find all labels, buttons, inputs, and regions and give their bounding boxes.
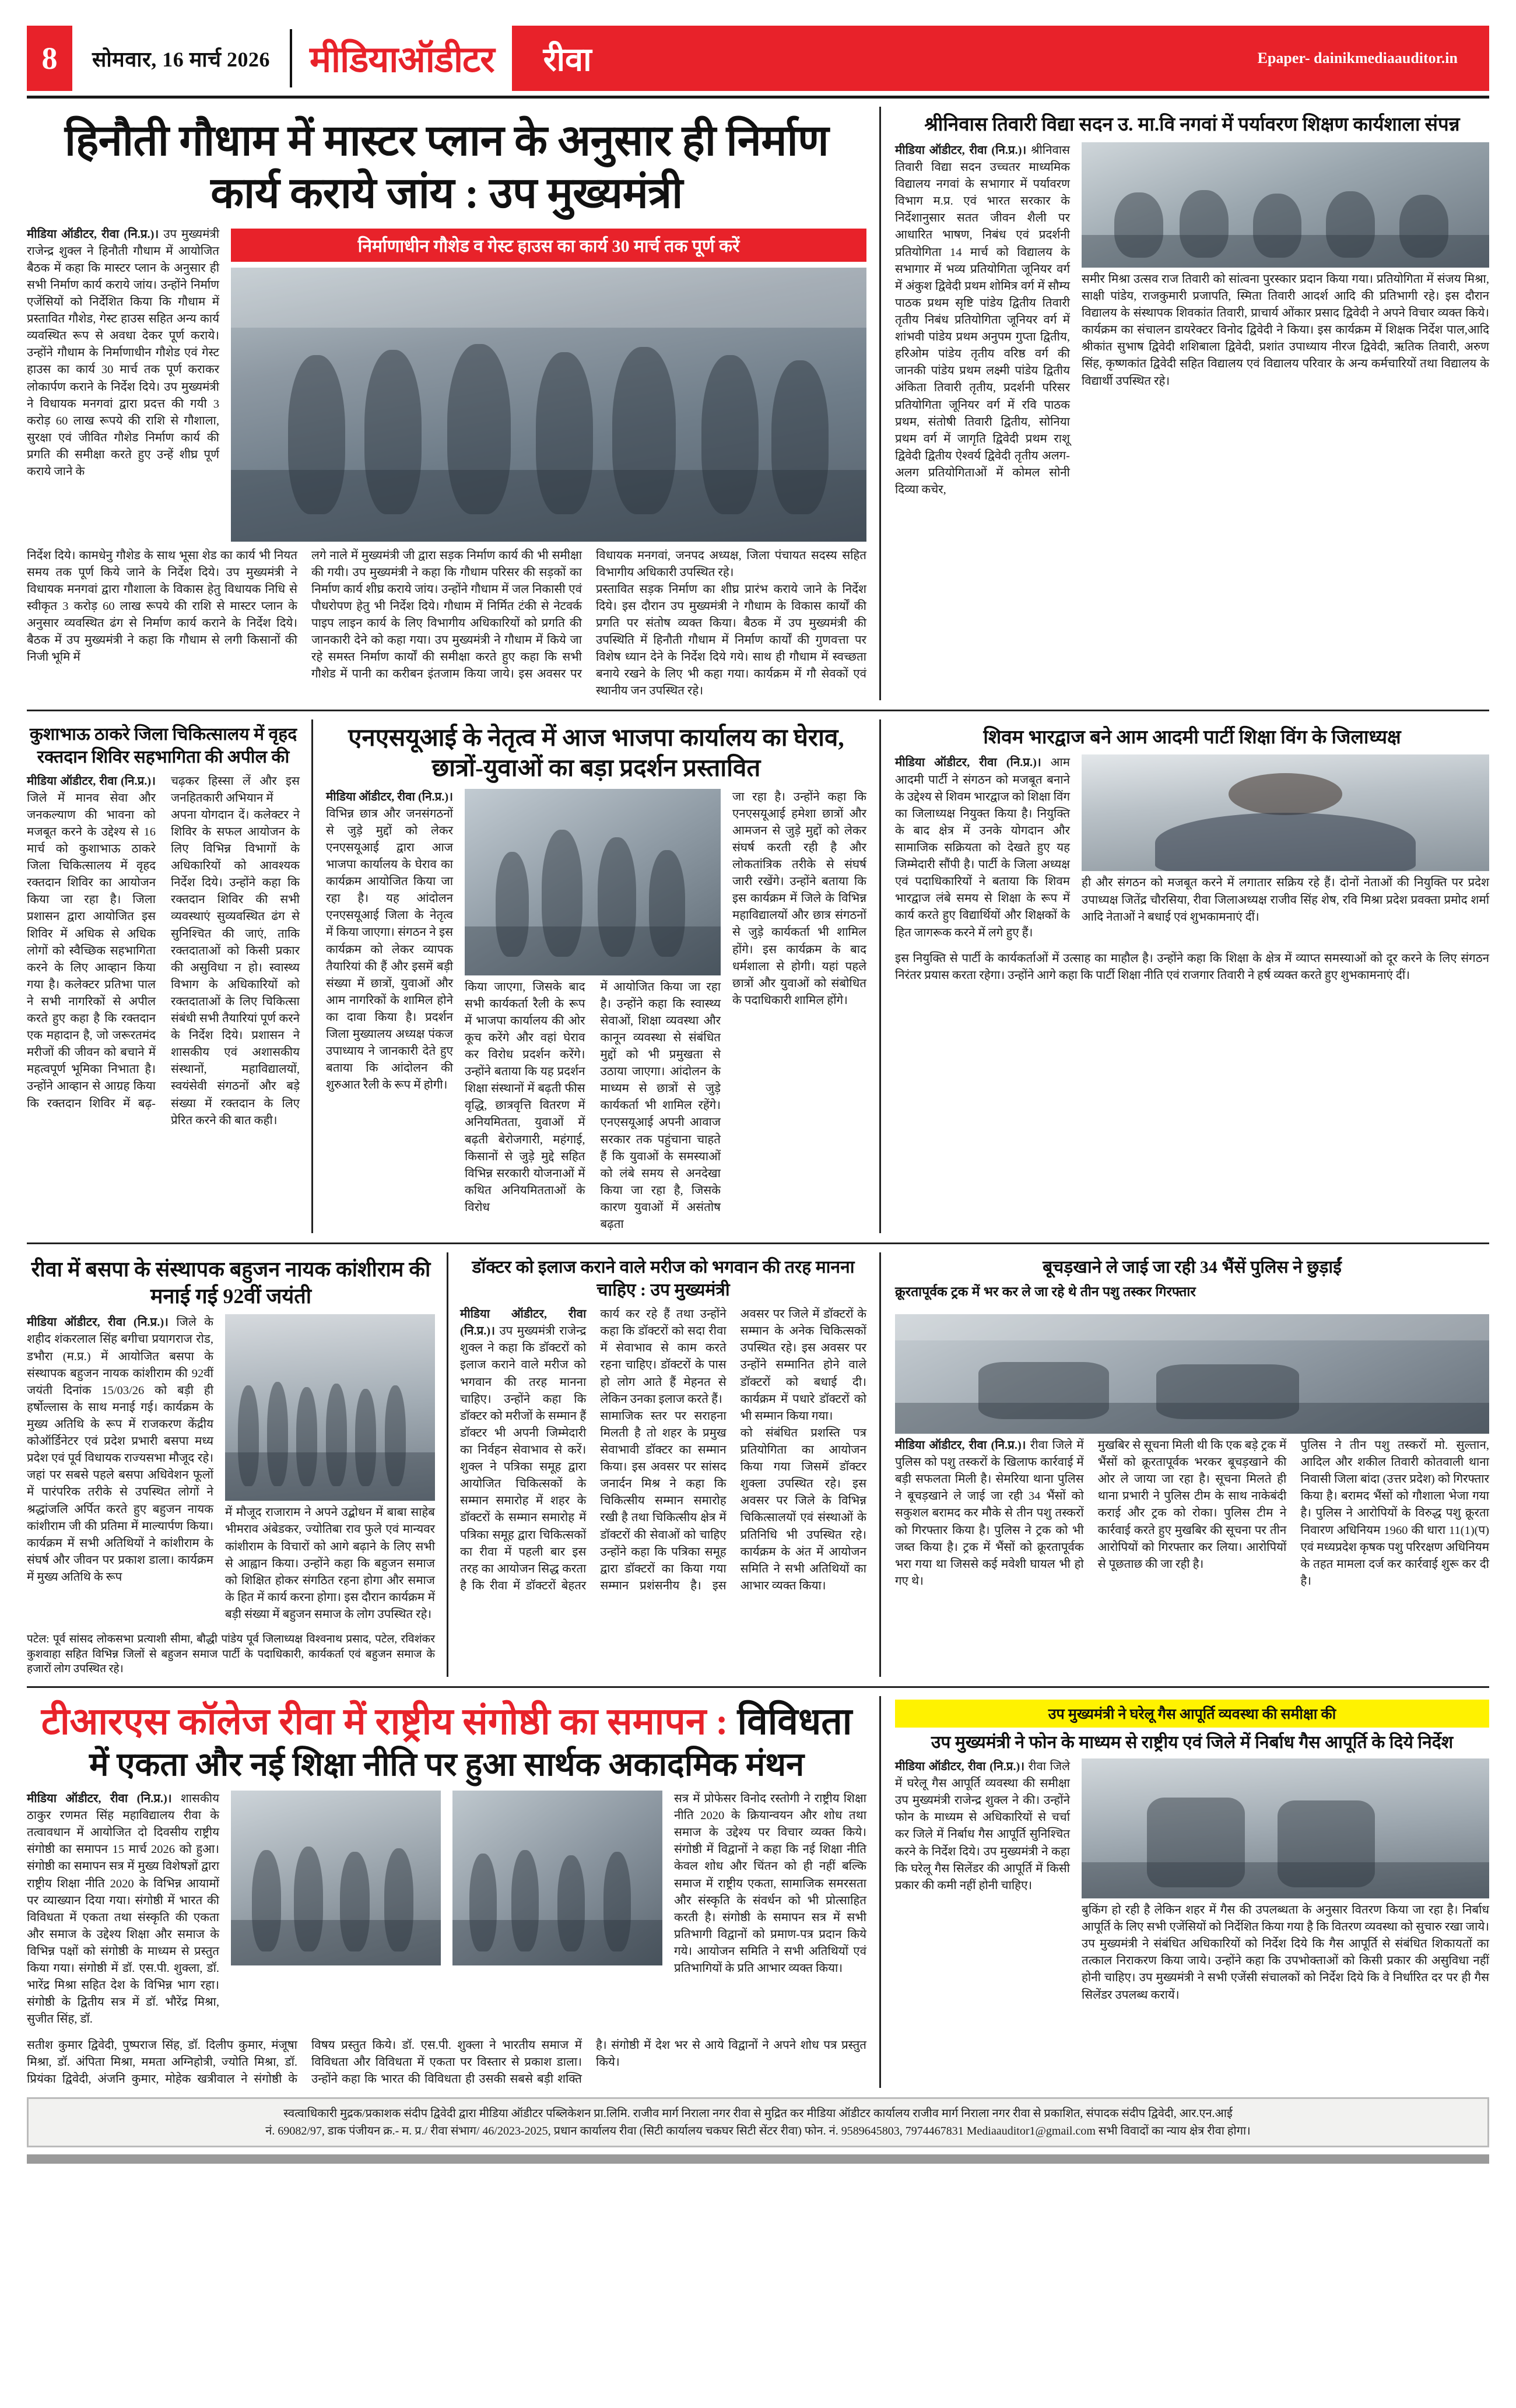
trs-headline-black: विविधता xyxy=(737,1701,852,1742)
side-top-col1-text xyxy=(895,142,1070,499)
second-block xyxy=(27,719,1489,1234)
gas-col-1 xyxy=(895,1758,1070,2009)
nsui-photo xyxy=(465,789,721,975)
bsp-upper xyxy=(27,1314,435,1628)
photo-figure xyxy=(1180,190,1229,258)
lead-upper xyxy=(27,226,866,542)
photo-figure xyxy=(557,1855,585,1951)
bsp-byline: मीडिया ऑडीटर, रीवा (नि.प्र.)। xyxy=(27,1316,169,1329)
third-block-main xyxy=(27,1252,879,1677)
photo-figure xyxy=(598,837,636,957)
side-top-photo xyxy=(1082,142,1489,268)
side-top-col1-body: श्रीनिवास तिवारी विद्या सदन उच्चतर माध्यमिक विद्यालय नगवां के सभागार में पर्यावरण विभाग म.प्र. एवं भारत सरकार के निर्देशानुसार सतत जीवन शैली पर आधारित भाषण, निबंध एवं प्रदर्शनी प्रतियोगिता 14 मार्च को विद्यालय के सभागार में भव्य प्रतियोगिता जूनियर वर्ग में अंकुश द्विवेदी प्रथम शोमित्र वर्ग में सौम्य पाठक प्रथम सृष्टि पांडेय द्वितीय तिवारी तृतीय निबंध प्रतियोगिता जूनियर वर्ग में शांभवी पांडेय प्रथम अनुपम गुप्ता द्वितीय, हरिओम पांडेय तृतीय वरिष्ठ वर्ग की जानकी पांडेय प्रथम लक्ष्मी पांडेय द्वितीय अंकिता तिवारी तृतीय, प्रदर्शनी परिसर प्रतियोगिता जूनियर वर्ग में रवि पाठक प्रथम, संतोषी तिवारी द्वितीय, सोनिया प्रथम वर्ग में जागृति द्विवेदी प्रथम राशू द्विवेदी द्वितीय ऐश्वर्य द्विवेदी तृतीय अलग-अलग प्रतियोगिताओं में कोमल सोनी दिव्या कचेर, xyxy=(895,143,1071,497)
nsui-lower-cols xyxy=(465,979,721,1234)
photo-figure xyxy=(1114,192,1163,258)
nsui-upper xyxy=(326,789,866,1234)
trs-headline-red: टीआरएस कॉलेज रीवा में राष्ट्रीय संगोष्ठी का समापन : xyxy=(41,1701,728,1742)
photo-cylinder xyxy=(1147,1798,1245,1887)
edition-city: रीवा xyxy=(543,42,592,78)
lead-col3-body: लगे नाले में मुख्यमंत्री जी द्वारा सड़क निर्माण कार्य की भी समीक्षा की गयी। उप मुख्यमंत्री ने कहा कि गौधाम परिसर की सड़कों का निर्माण कार्य शीघ्र कराये जांय। उन्होंने गौधाम में जल निकासी एवं पौधरोपण हेतु भी निर्देश दिये। गौधाम में निर्मित टंकी से नेटवर्क पाइप लाइन कार्य के लिए विभागीय अधिकारियों को प्रगति की जानकारी देने को कहा गया। उप मुख्यमंत्री ने गौधाम में किये जा रहे समस्त निर्माण कार्यों की समीक्षा करते हुए कहा कि सभी गौशेड में पानी का करीबन इंतजाम किया जाये। इस अवसर पर विधायक मनगवां, जनपद अध्यक्ष, जिला पंचायत सदस्य सहित विभागीय अधिकारी उपस्थित रहे। xyxy=(311,549,866,681)
page-footer xyxy=(27,2097,1489,2147)
blood-drive-article xyxy=(27,719,300,1234)
photo-figure xyxy=(1326,191,1375,258)
trs-photo-left xyxy=(231,1791,441,1965)
trs-photo-right xyxy=(452,1791,662,1965)
gas-yellow-headline: उप मुख्यमंत्री ने घरेलू गैस आपूर्ति व्यवस्था की समीक्षा की xyxy=(895,1700,1489,1728)
photo-figure xyxy=(771,360,829,514)
portrait-head xyxy=(1229,773,1343,815)
publication-logo: मीडियाऑडीटर xyxy=(309,40,494,80)
bsp-article xyxy=(27,1252,435,1677)
fourth-block xyxy=(27,1696,1489,2088)
trs-col3-text xyxy=(674,1791,866,1977)
gas-col2-body: बुकिंग हो रही है लेकिन शहर में गैस की उपलब्धता के अनुसार वितरण किया जा रहा है। निर्बाध आपूर्ति के लिए सभी एजेंसियों को निर्देशित किया गया है कि वितरण व्यवस्था को सुचारु रखा जाये। उप मुख्यमंत्री ने संबंधित अधिकारियों को निर्देश दिये कि गैस आपूर्ति से संबंधित शिकायतों का तत्काल निराकरण किया जाये। उन्होंने कहा कि उपभोक्ताओं को किसी प्रकार की असुविधा नहीं होनी चाहिए। उप मुख्यमंत्री ने सभी एजेंसी संचालकों को निर्देश दिये कि वे निर्धारित दर पर ही गैस सिलेंडर उपलब्ध करायें। xyxy=(1082,1904,1489,2002)
section-rule-3 xyxy=(27,1686,1489,1688)
nsui-col-4 xyxy=(732,789,866,1234)
lead-col2-text xyxy=(27,547,297,666)
nsui-col4-body: जा रहा है। उन्होंने कहा कि एनएसयूआई हमेशा छात्रों और आमजन से जुड़े मुद्दों को लेकर संघर्ष करती रही है और लोकतांत्रिक तरीके से संघर्ष जारी रखेंगे। उन्होंने बताया कि इस कार्यक्रम में जिले के विभिन्न महाविद्यालयों और छात्र संगठनों से जुड़े कार्यकर्ता भी शामिल होंगे। इस कार्यक्रम के बाद धर्मशाला से होगी। यहां पहले छात्रों और युवाओं को संबोधित के पदाधिकारी शामिल होंगे। xyxy=(732,790,866,1007)
trs-photos xyxy=(231,1791,662,2034)
lead-lower-columns xyxy=(27,547,866,700)
gas-right xyxy=(1082,1758,1489,2009)
side-top-headline: श्रीनिवास तिवारी विद्या सदन उ. मा.वि नगवां में पर्यावरण शिक्षण कार्यशाला संपन्न xyxy=(924,114,1460,135)
blood-drive-columns xyxy=(27,773,300,1129)
masthead xyxy=(27,26,1489,91)
photo-figure xyxy=(340,1852,369,1951)
aap-upper xyxy=(895,754,1489,946)
third-block-row xyxy=(27,1252,866,1677)
photo-truck xyxy=(1156,1364,1299,1419)
gas-article xyxy=(879,1696,1489,2088)
aap-right xyxy=(1082,754,1489,946)
doctor-col3-body: को संबंधित प्रशस्ति पत्र प्रतियोगिता का आयोजन किया गया जिसमें डॉक्टर शुक्ला उपस्थित रहे। इस अवसर पर जिले के विभिन्न चिकित्सालयों एवं संस्थाओं के प्रतिनिधि भी उपस्थित रहे। कार्यक्रम के अंत में आयोजन समिति ने सभी अतिथियों का आभार व्यक्त किया। xyxy=(740,1426,866,1592)
lead-col4-text xyxy=(596,581,866,700)
trs-photo-row xyxy=(231,1791,662,1965)
buffalo-col1-body: रीवा जिले में पुलिस को पशु तस्करों के खिलाफ कार्रवाई में बड़ी सफलता मिली है। सेमरिया थाना पुलिस ने बूचड़खाने ले जाई जा रही 34 भैंसों को सकुशल बरामद कर मौके से तीन पशु तस्करों को गिरफ्तार किया है। पुलिस ने ट्रक को भी जब्त किया है। ट्रक में भैंसों को क्रूरतापूर्वक भरा गया था जिससे कई मवेशी घायल भी हो गए थे। xyxy=(895,1439,1084,1588)
second-block-heads xyxy=(27,719,866,1234)
bsp-col-1 xyxy=(27,1314,213,1628)
aap-col3-text xyxy=(895,950,1489,984)
portrait-torso xyxy=(1155,813,1416,871)
photo-figure xyxy=(252,1850,281,1951)
newspaper-page xyxy=(0,26,1516,2408)
trs-col1-body: शासकीय ठाकुर रणमत सिंह महाविद्यालय रीवा के तत्वावधान में आयोजित दो दिवसीय राष्ट्रीय संगोष्ठी का समापन 15 मार्च 2026 को हुआ। संगोष्ठी का समापन सत्र में मुख्य विशेषज्ञों द्वारा राष्ट्रीय शिक्षा नीति 2020 के विभिन्न आयामों पर व्याख्यान दिया गया। संगोष्ठी में भारत की विविधता में एकता तथा संस्कृति की एकता और समाज के उद्देश्य शिक्षा और समाज के विभिन्न पक्षों को संगोष्ठी के माध्यम से प्रस्तुत किया गया। संगोष्ठी में डॉ. एस.पी. शुक्ला, डॉ. भारेंद्र मिश्रा सहित देश के विभिन्न भाग रहा। संगोष्ठी के द्वितीय सत्र में डॉ. भौरेंद्र मिश्रा, सुजीत सिंह, डॉ. xyxy=(27,1792,219,2026)
dateline: सोमवार, 16 मार्च 2026 xyxy=(92,47,270,71)
photo-figure xyxy=(649,850,685,956)
trs-col2-body: सतीश कुमार द्विवेदी, पुष्पराज सिंह, डॉ. दिलीप कुमार, मंजूषा मिश्रा, डॉ. अंपिता मिश्रा, ममता अग्निहोत्री, ज्योति मिश्रा, डॉ. प्रियंका द्विवेदी, अंजनि कुमार, मोहेक खत्रीवाल ने संगोष्ठी के विषय प्रस्तुत किये। डॉ. एस.पी. शुक्ला ने भारतीय समाज में विविधता और विविधता में एकता पर विस्तार से प्रकाश डाला। उन्होंने कहा कि भारत की विविधता ही उसकी सबसे बड़ी शक्ति है। संगोष्ठी में देश भर से आये विद्वानों ने अपने शोध पत्र प्रस्तुत किये। xyxy=(27,2038,866,2086)
nsui-col2-body: किया जाएगा, जिसके बाद सभी कार्यकर्ता रैली के रूप में भाजपा कार्यालय की ओर कूच करेंगे और वहां घेराव कर विरोध प्रदर्शन करेंगे। उन्होंने बताया कि यह प्रदर्शन शिक्षा संस्थानों में बढ़ती फीस वृद्धि, छात्रवृत्ति वितरण में अनियमितता, युवाओं में बढ़ती बेरोजगारी, महंगाई, किसानों से जुड़े मुद्दे सहित विभिन्न सरकारी योजनाओं में कथित अनियमितताओं के विरोध xyxy=(465,980,585,1214)
photo-figure xyxy=(355,1389,376,1486)
aap-headline: शिवम भारद्वाज बने आम आदमी पार्टी शिक्षा विंग के जिलाध्यक्ष xyxy=(983,726,1401,748)
blood-drive-headline: कुशाभाऊ ठाकरे जिला चिकित्सालय में वृहद रक्तदान शिविर सहभागिता की अपील की xyxy=(29,724,297,767)
lead-photo xyxy=(231,268,866,542)
trs-col1-text xyxy=(27,1791,219,2028)
bsp-col1-body: जिले के शहीद शंकरलाल सिंह बगीचा प्रयागराज रोड, डभौरा (म.प्र.) में आयोजित बसपा के संस्थापक बहुजन नायक कांशीराम की 92वीं जयंती दिनांक 15/03/26 को बड़ी ही हर्षोल्लास के साथ मनाई गई। कार्यक्रम के मुख्य अतिथि के रूप में राजकरण केंद्रीय कोऑर्डिनेटर एवं प्रदेश प्रभारी बसपा मध्य प्रदेश एवं पूर्व विधायक राज्यसभा मौजूद रहे। जहां पर सबसे पहले बसपा अधिवेशन फूलों में पारंपरिक तरीके से उपस्थित लोगों ने श्रद्धांजलि अर्पित करते हुए बहुजन नायक कांशीराम जी की प्रतिमा में माल्यार्पण किया। कार्यक्रम में सभी अतिथियों ने कांशीराम के संघर्ष और जीवन पर प्रकाश डाला। कार्यक्रम में मुख्य अतिथि के रूप xyxy=(27,1316,213,1584)
aap-col2-body: ही और संगठन को मजबूत करने में लगातार सक्रिय रहे हैं। दोनों नेताओं की नियुक्ति पर प्रदेश उपाध्यक्ष जितेंद्र चौरसिया, रीवा जिलाअध्यक्ष राजीव सिंह शेष, रवि मिश्रा प्रदेश प्रवक्ता प्रमोद शर्मा आदि नेताओं ने बधाई एवं शुभकामनाएं दीं। xyxy=(1082,876,1489,924)
blood-col1-body: जिले में मानव सेवा और जनकल्याण की भावना को मजबूत करने के उद्देश्य से 16 मार्च को कुशाभाऊ ठाकरे जिला चिकित्सालय में वृहद रक्तदान शिविर का आयोजन किया जा रहा है। जिला प्रशासन द्वारा आयोजित इस शिविर में अधिक से अधिक लोगों को स्वैच्छिक सहभागिता करने के लिए आव्हान किया गया है। कलेक्टर प्रतिभा पाल ने सभी नागरिकों से अपील करते हुए कहा है कि रक्तदान एक महादान है, जो जरूरतमंद मरीजों की जीवन को बचाने में महत्वपूर्ण भूमिका निभाता है। उन्होंने आव्हान से आग्रह किया कि रक्तदान शिविर में बढ़-चढ़कर हिस्सा लें और इस जनहितकारी अभियान में xyxy=(27,774,300,1110)
doctor-col2-body: सामाजिक स्तर पर सराहना मिलती है तो शहर के प्रमुख सेवाभावी डॉक्टर का सम्मान किया। इस अवसर पर सांसद जनार्दन मिश्र ने कहा कि चिकित्सीय सम्मान समारोह रखी है तथा चिकित्सीय क्षेत्र में डॉक्टरों की सेवाओं को चाहिए उन्होंने कहा कि पत्रिका समूह द्वारा डॉक्टरों का किया गया सम्मान प्रशंसनीय है। इस अवसर पर जिले में डॉक्टरों के सम्मान के अनेक चिकित्सकों उपस्थित रहे। इस अवसर पर उन्होंने सम्मानित होने वाले डॉक्टरों को बधाई दी। कार्यक्रम में पधारे डॉक्टरों को भी सम्मान किया गया। xyxy=(600,1308,866,1592)
side-top-article xyxy=(879,107,1489,700)
side-top-byline: मीडिया ऑडीटर, रीवा (नि.प्र.)। xyxy=(895,143,1027,157)
masthead-rule xyxy=(27,96,1489,99)
photo-figure xyxy=(701,355,759,514)
bsp-photo xyxy=(225,1314,435,1501)
aap-byline: मीडिया ऑडीटर, रीवा (नि.प्र.)। xyxy=(895,756,1041,770)
nsui-headline: एनएसयूआई के नेतृत्व में आज भाजपा कार्यालय का घेराव, छात्रों-युवाओं का बड़ा प्रदर्शन प्रस्तावित xyxy=(348,724,844,782)
blood-col2-body: अपना योगदान दें। कलेक्टर ने शिविर के सफल आयोजन के लिए विभिन्न विभागों के अधिकारियों को आवश्यक निर्देश दिये। उन्होंने कहा कि रक्तदान शिविर की सभी व्यवस्थाएं सुव्यवस्थित ढंग से सुनिश्चित की जाएं, ताकि रक्तदाताओं को किसी प्रकार की असुविधा न हो। स्वास्थ्य विभाग के अधिकारियों को रक्तदाताओं के लिए चिकित्सा संबंधी सभी तैयारियां पूर्ण करने के निर्देश दिये। प्रशासन ने शासकीय एवं अशासकीय संस्थानों, महाविद्यालयों, स्वयंसेवी संगठनों और बड़े संख्या में रक्तदान के लिए प्रेरित करने की बात कही। xyxy=(171,808,300,1127)
page-number: 8 xyxy=(27,26,72,91)
footer-line-2: नं. 69082/97, डाक पंजीयन क्र.- म. प्र./ रीवा संभाग/ 46/2023-2025, प्रधान कार्यालय रीवा (सिटी कार्यालय चकघर सिटी सेंटर रीवा) फोन. नं. 9589645803, 7974467831 Mediaauditor1@gmail.com सभी विवादों का न्याय क्षेत्र रीवा होगा। xyxy=(265,2124,1251,2137)
buffalo-col2-text xyxy=(1098,1437,1287,1573)
trs-headline-line2: में एकता और नई शिक्षा नीति पर हुआ सार्थक अकादमिक मंथन xyxy=(89,1746,805,1783)
photo-cylinder xyxy=(1278,1800,1375,1887)
photo-figure xyxy=(511,1850,539,1951)
aap-col2-text xyxy=(1082,875,1489,925)
buffalo-article xyxy=(879,1252,1489,1677)
footer-bar xyxy=(27,2154,1489,2164)
buffalo-col1-text xyxy=(895,1437,1084,1590)
third-block xyxy=(27,1252,1489,1677)
bsp-col2-text xyxy=(225,1504,435,1623)
photo-figure xyxy=(364,350,422,514)
buffalo-col2-body: मुखबिर से सूचना मिली थी कि एक बड़े ट्रक में भैंसों को क्रूरतापूर्वक भरकर बूचड़खाने की ओर ले जाया जा रहा है। सूचना मिलते ही थाना प्रभारी ने पुलिस टीम के साथ नाकेबंदी कराई और ट्रक को रोका। पुलिस टीम ने कार्रवाई करते हुए मुखबिर की सूचना पर तीन आरोपियों को गिरफ्तार कर लिया। आरोपियों से पूछताछ की जा रही है। xyxy=(1097,1439,1287,1571)
photo-figure xyxy=(447,344,511,514)
section-rule-1 xyxy=(27,710,1489,711)
bsp-right xyxy=(225,1314,435,1628)
nsui-col2-text xyxy=(465,979,585,1217)
gas-subhead: उप मुख्यमंत्री ने फोन के माध्यम से राष्ट्रीय एवं जिले में निर्बाध गैस आपूर्ति के दिये निर्देश xyxy=(931,1733,1454,1752)
trs-upper xyxy=(27,1791,866,2034)
footer-line-1: स्वत्वाधिकारी मुद्रक/प्रकाशक संदीप द्विवेदी द्वारा मीडिया ऑडीटर पब्लिकेशन प्रा.लिमि. राजीव मार्ग निराला नगर रीवा से मुद्रित कर मीडिया ऑडीटर कार्यालय राजीव मार्ग निराला नगर रीवा से प्रकाशित, संपादक संदीप द्विवेदी, आर.एन.आई xyxy=(283,2107,1233,2120)
photo-figure xyxy=(296,1387,317,1486)
top-block xyxy=(27,107,1489,700)
aap-col1-text xyxy=(895,754,1070,941)
side-top-col-1 xyxy=(895,142,1070,504)
side-top-col2-body: समीर मिश्रा उत्सव राज तिवारी को सांत्वना पुरस्कार प्रदान किया गया। प्रतियोगिता में संजय मिश्रा, साक्षी पांडेय, राजकुमारी प्रजापति, स्मिता तिवारी आदर्श आदि की प्रतिभागी रहे। इस दौरान विद्यालय के संस्थापक शिवकांत तिवारी, प्राचार्य ओंकार प्रसाद द्विवेदी ने अपने विचार व्यक्त किये। कार्यक्रम का संचालन डायरेक्टर विनोद द्विवेदी ने किया। इस कार्यक्रम में शिक्षक निर्देश पाल,आदि श्रीकांत सुभाष द्विवेदी शशिबाला द्विवेदी, प्रशांत उपाध्याय नीरज द्विवेदी, ऋतिक तिवारी, अरुण सिंह, कृष्णकांत द्विवेदी सहित विद्यालय एवं विद्यालय परिवार के अन्य कर्मचारियों तथा विद्यालय के विद्यार्थी उपस्थित रहे। xyxy=(1082,272,1489,388)
trs-headline xyxy=(27,1700,866,1744)
photo-figure xyxy=(469,1854,497,1951)
side-top-col2-text xyxy=(1082,271,1489,390)
section-rule-2 xyxy=(27,1242,1489,1244)
aap-article xyxy=(879,719,1489,1234)
nsui-col-1 xyxy=(326,789,453,1234)
nsui-article xyxy=(311,719,866,1234)
photo-figure xyxy=(542,830,582,957)
lead-headline: हिनौती गौधाम में मास्टर प्लान के अनुसार ही निर्माण कार्य कराये जांय : उप मुख्यमंत्री xyxy=(64,117,829,218)
lead-redbar-subhead: निर्माणाधीन गौशेड व गेस्ट हाउस का कार्य 30 मार्च तक पूर्ण करें xyxy=(231,229,866,262)
doctor-byline: मीडिया ऑडीटर, रीवा (नि.प्र.)। xyxy=(460,1308,587,1338)
nsui-col3-text xyxy=(601,979,721,1234)
side-top-right xyxy=(1082,142,1489,504)
doctor-columns xyxy=(460,1306,866,1600)
lead-col1-text xyxy=(27,226,219,481)
nsui-col3-body: में आयोजित किया जा रहा है। उन्होंने कहा कि स्वास्थ्य सेवाओं, शिक्षा व्यवस्था और कानून व्यवस्था से संबंधित मुद्दों को भी प्रमुखता से उठाया जाएगा। आंदोलन के माध्यम से छात्रों से जुड़े कार्यकर्ता भी शामिल रहेंगे। एनएसयूआई अपनी आवाज सरकार तक पहुंचाना चाहते हैं कि युवाओं के समस्याओं को लंबे समय से अनदेखा किया जा रहा है, जिसके कारण युवाओं में असंतोष बढ़ता xyxy=(600,980,721,1231)
trs-article xyxy=(27,1696,879,2088)
doctor-col3-text xyxy=(741,1425,866,1595)
trs-col-1 xyxy=(27,1791,219,2034)
bsp-caption: पटेल: पूर्व सांसद लोकसभा प्रत्याशी सीमा, बौद्धी पांडेय पूर्व जिलाध्यक्ष विश्वनाथ प्रसाद, पटेल, रविशंकर कुशवाहा सहित विभिन्न जिलों से बहुजन समाज पार्टी के पदाधिकारी, कार्यकर्ता एवं बहुजन समाज के हजारों लोग उपस्थित रहे। xyxy=(27,1633,435,1676)
photo-figure xyxy=(384,1848,413,1951)
nsui-col1-body: विभिन्न छात्र और जनसंगठनों से जुड़े मुद्दों को लेकर एनएसयूआई द्वारा आज भाजपा कार्यालय के घेराव का कार्यक्रम आयोजित किया जा रहा है। यह आंदोलन एनएसयूआई जिला के नेतृत्व में किया जाएगा। संगठन ने इस कार्यक्रम को लेकर व्यापक तैयारियां की हैं और इसमें बड़ी संख्या में छात्रों, युवाओं और आम नागरिकों के शामिल होने का दावा किया है। प्रदर्शन जिला मुख्यालय अध्यक्ष पंकज उपाध्याय ने जानकारी देते हुए बताया कि आंदोलन की शुरुआत रैली के रूप में होगी। xyxy=(326,807,453,1092)
photo-figure xyxy=(385,1385,406,1486)
photo-figure xyxy=(294,1847,323,1951)
gas-byline: मीडिया ऑडीटर, रीवा (नि.प्र.)। xyxy=(895,1760,1025,1773)
buffalo-col3-text xyxy=(1300,1437,1489,1590)
bsp-col1-text xyxy=(27,1314,213,1586)
trs-col-3 xyxy=(674,1791,866,2034)
blood-byline: मीडिया ऑडीटर, रीवा (नि.प्र.)। xyxy=(27,774,156,788)
lead-col1-body: उप मुख्यमंत्री राजेन्द्र शुक्ल ने हिनौती गौधाम में आयोजित बैठक में कहा कि मास्टर प्लान के अनुसार ही सभी निर्माण कार्य कराये जांय। उन्होंने निर्माण एजेंसियों को निर्देशित किया कि गौधाम में प्रस्तावित गौशेड, गेस्ट हाउस सहित अन्य कार्य व्यवस्थित रूप से अवधा देकर पूर्ण कराये। उन्होंने गौधाम के निर्माणाधीन गौशेड एवं गेस्ट हाउस का कार्य 30 मार्च तक पूर्ण कराकर लोकार्पण कराने के निर्देश दिये। उप मुख्यमंत्री ने विधायक मनगवां द्वारा प्रदत्त की गयी 3 करोड़ 60 लाख रूपये की राशि से गौशाला, सुरक्षा एवं जीवित गौशेड निर्माण कार्य की प्रगति की समीक्षा करते हुए उन्हें शीघ्र पूर्ण कराये जाने के xyxy=(27,227,219,479)
photo-truck xyxy=(978,1362,1109,1419)
side-top-upper xyxy=(895,142,1489,504)
bsp-col2-body: में मौजूद राजाराम ने अपने उद्बोधन में बाबा साहेब भीमराव अंबेडकर, ज्योतिबा राव फुले एवं मान्यवर कांशीराम के विचारों को आगे बढ़ाने के लिए सभी से आह्वान किया। उन्होंने कहा कि बहुजन समाज को शिक्षित होकर संगठित रहना होगा और समाज के हित में कार्य करना होगा। इस दौरान कार्यक्रम में बड़ी संख्या में बहुजन समाज के लोग उपस्थित रहे। xyxy=(225,1506,435,1621)
photo-figure xyxy=(1253,194,1302,258)
nsui-byline: मीडिया ऑडीटर, रीवा (नि.प्र.)। xyxy=(326,790,453,803)
gas-photo xyxy=(1082,1758,1489,1898)
aap-col3-body: इस नियुक्ति से पार्टी के कार्यकर्ताओं में उत्साह का माहौल है। उन्होंने कहा कि शिक्षा के क्षेत्र में व्याप्त समस्याओं को दूर करने के लिए संगठन निरंतर प्रयास करता रहेगा। उन्होंने आगे कहा कि पार्टी शिक्षा नीति एवं राजगार तिवारी ने हर्ष व्यक्त करते हुए शुभकामनाएं दीं। xyxy=(895,952,1489,982)
nsui-photo-wrap xyxy=(465,789,721,1234)
doctor-headline: डॉक्टर को इलाज कराने वाले मरीज को भगवान की तरह मानना चाहिए : उप मुख्यमंत्री xyxy=(472,1258,855,1300)
photo-figure xyxy=(496,852,529,956)
buffalo-col3-body: पुलिस ने तीन पशु तस्करों मो. सुल्तान, आदिल और शकील तिवारी कोतवाली थाना निवासी जिला बांदा (उत्तर प्रदेश) को गिरफ्तार किया है। बरामद भैंसों को गौशाला भेजा गया है। पुलिस ने आरोपियों के विरुद्ध पशु क्रूरता निवारण अधिनियम 1960 की धारा 11(1)(प) एवं मध्यप्रदेश कृषक पशु परिरक्षण अधिनियम के तहत मामला दर्ज कर कार्रवाई शुरू कर दी है। xyxy=(1300,1439,1489,1588)
photo-figure xyxy=(536,352,593,514)
buffalo-photo xyxy=(895,1314,1489,1434)
blood-col2-text xyxy=(171,807,300,1129)
photo-figure xyxy=(326,1384,347,1486)
buffalo-byline: मीडिया ऑडीटर, रीवा (नि.प्र.)। xyxy=(895,1439,1026,1452)
lead-article xyxy=(27,107,879,700)
lead-col2-body: निर्देश दिये। कामधेनु गौशेड के साथ भूसा शेड का कार्य भी नियत समय तक पूर्ण किये जाने के निर्देश दिये। उप मुख्यमंत्री ने विधायक मनगवां द्वारा गौशाला के विकास हेतु विधायक निधि से स्वीकृत 3 करोड़ 60 लाख रूपये की राशि से मास्टर प्लान के अनुसार व्यवस्थित ढंग से निर्माण कार्य कराने के निर्देश दिये। बैठक में उप मुख्यमंत्री ने कहा कि गौधाम से लगी किसानों की निजी भूमि में xyxy=(27,549,297,664)
doctor-article xyxy=(447,1252,866,1677)
nsui-col4-text xyxy=(732,789,866,1009)
gas-col1-body: रीवा जिले में घरेलू गैस आपूर्ति व्यवस्था की समीक्षा उप मुख्यमंत्री राजेन्द्र शुक्ल ने की। उन्होंने फोन के माध्यम से अधिकारियों से चर्चा कर जिले में निर्बाध गैस आपूर्ति सुनिश्चित करने के निर्देश दिये। उप मुख्यमंत्री ने कहा कि घरेलू गैस सिलेंडर की आपूर्ति में किसी प्रकार की कमी नहीं होनी चाहिए। xyxy=(895,1760,1071,1892)
lead-feature xyxy=(231,226,866,542)
buffalo-headline: बूचड़खाने ले जाई जा रही 34 भैंसें पुलिस ने छुड़ाईं xyxy=(1043,1258,1342,1277)
lead-byline: मीडिया ऑडीटर, रीवा (नि.प्र.)। xyxy=(27,227,159,241)
nsui-col1-text xyxy=(326,789,453,1094)
epaper-url: Epaper- dainikmediaauditor.in xyxy=(1257,50,1458,66)
photo-sky xyxy=(895,1314,1489,1340)
photo-figure xyxy=(612,347,676,514)
lead-photo-sky xyxy=(231,268,866,328)
gas-col2-text xyxy=(1082,1902,1489,2004)
trs-byline: मीडिया ऑडीटर, रीवा (नि.प्र.)। xyxy=(27,1792,172,1805)
photo-figure xyxy=(603,1852,631,1951)
lead-col-1 xyxy=(27,226,219,542)
second-block-main xyxy=(27,719,879,1234)
photo-figure xyxy=(267,1382,288,1486)
photo-figure xyxy=(1399,195,1448,258)
photo-figure xyxy=(238,1385,259,1486)
lead-col4-body: प्रस्तावित सड़क निर्माण का शीघ्र प्रारंभ कराये जाने के निर्देश दिये। इस दौरान उप मुख्यमंत्री ने गौधाम के विकास कार्यों की प्रगति पर संतोष व्यक्त किया। बैठक में उप मुख्यमंत्री की उपस्थिति में हिनौती गौधाम में निर्माण कार्यों की गुणवत्ता पर विशेष ध्यान देने के निर्देश दिये गये। साथ ही गौधाम में स्वच्छता बनाये रखने के लिए भी कहा गया। कार्यक्रम में गौ सेवकों एवं स्थानीय जन उपस्थित रहे। xyxy=(596,582,866,698)
aap-portrait-photo xyxy=(1082,754,1489,871)
bsp-headline: रीवा में बसपा के संस्थापक बहुजन नायक कांशीराम की मनाई गई 92वीं जयंती xyxy=(31,1258,431,1308)
aap-col-1 xyxy=(895,754,1070,946)
trs-col3-body: सत्र में प्रोफेसर विनोद रस्तोगी ने राष्ट्रीय शिक्षा नीति 2020 के क्रियान्वयन और शोध तथा समाज के उद्देश्य पर विचार व्यक्त किये। संगोष्ठी में विद्वानों ने कहा कि नई शिक्षा नीति केवल शोध और चिंतन को ही नहीं बल्कि समाज में राष्ट्रीय एकता, सामाजिक समरसता और संस्कृति के संवर्धन को भी प्रोत्साहित करती है। संगोष्ठी के समापन सत्र में सभी प्रतिभागी विद्वानों को प्रमाण-पत्र प्रदान किये गये। आयोजन समिति ने सभी अतिथियों एवं प्रतिभागियों के प्रति आभार व्यक्त किया। xyxy=(674,1792,866,1975)
photo-figure xyxy=(288,355,345,514)
aap-col1-body: आम आदमी पार्टी ने संगठन को मजबूत बनाने के उद्देश्य से शिवम भारद्वाज को शिक्षा विंग का जिलाध्यक्ष नियुक्त किया है। नियुक्ति के बाद क्षेत्र में उनके योगदान और सामाजिक सक्रियता को देखते हुए यह जिम्मेदारी सौंपी है। पार्टी के जिला अध्यक्ष एवं पदाधिकारियों ने बताया कि शिवम भारद्वाज लंबे समय से शिक्षा के रूप में कार्य करते हुए विद्यार्थियों और शिक्षकों के हित जागरूक करने में लगे हुए हैं। xyxy=(895,756,1071,939)
gas-col1-text xyxy=(895,1758,1070,1894)
buffalo-columns xyxy=(895,1437,1489,1590)
masthead-red-band xyxy=(512,26,1489,91)
doctor-col1-body: उप मुख्यमंत्री राजेन्द्र शुक्ल ने कहा कि डॉक्टरों को इलाज कराने वाले मरीज को भगवान की तरह मानना चाहिए। उन्होंने कहा कि डॉक्टर को मरीजों के सम्मान हैं डॉक्टर भी अपनी जिम्मेदारी का निर्वहन सेवाभाव से करें। शुक्ल ने पत्रिका समूह द्वारा आयोजित चिकित्सकों के सम्मान समारोह में शहर के डॉक्टरों के सम्मान समारोह में पत्रिका समूह द्वारा चिकित्सकों का रीवा में पहली बार इस तरह का आयोजन सिद्ध करता है कि रीवा में डॉक्टरों बेहतर कार्य कर रहे हैं तथा उन्होंने कहा कि डॉक्टरों को सदा रीवा में सेवाभाव से काम करते रहना चाहिए। डॉक्टरों के पास हो लोग आते हैं मेहनत से लेकिन उनका इलाज करते हैं। xyxy=(460,1308,727,1592)
buffalo-subhead: क्रूरतापूर्वक ट्रक में भर कर ले जा रहे थे तीन पशु तस्कर गिरफ्तार xyxy=(895,1284,1196,1300)
trs-col2-text xyxy=(27,2037,866,2088)
gas-upper xyxy=(895,1758,1489,2009)
